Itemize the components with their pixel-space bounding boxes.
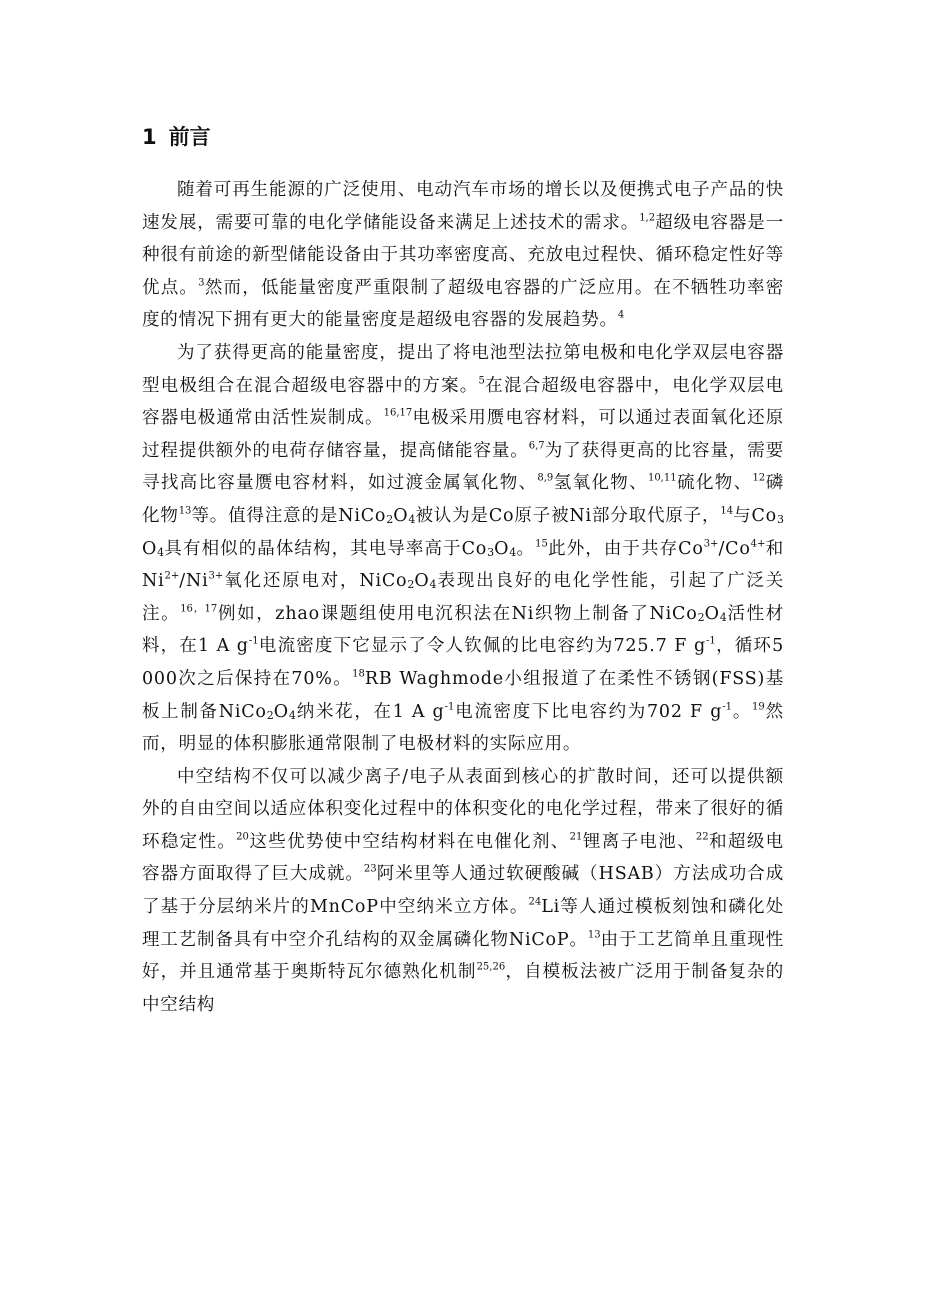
text-run: 锂离子电池、 (582, 831, 696, 852)
citation-superscript: 12 (752, 472, 766, 484)
text-run: O (704, 603, 720, 624)
text-run: Li等人通过模板刻蚀和磷化处理工艺制备具有中空介孔结构的双金属磷化物NiCoP。 (142, 897, 784, 950)
citation-superscript: 4 (617, 309, 625, 321)
citation-superscript: 16,17 (383, 407, 413, 419)
text-run: 表现出良好的电化学性能，引起了广泛关注。 (142, 571, 784, 624)
citation-superscript: 16，17 (180, 603, 218, 615)
citation-superscript: 5 (478, 375, 485, 387)
paragraph (142, 174, 784, 337)
text-run: /Ni (179, 571, 209, 592)
text-run: O (142, 538, 158, 559)
citation-superscript: 25,26 (476, 961, 506, 973)
text-run: 为了获得更高的能量密度，提出了将电池型法拉第电极和电化学双层电容器型电极组合在混合超级电容器中的方案。 (142, 342, 784, 396)
text-run: O (393, 505, 409, 526)
chemical-subscript: 4 (509, 545, 517, 559)
text-run: 和Ni (142, 538, 784, 592)
chemical-subscript: 2 (407, 578, 415, 592)
text-run: 电极采用赝电容材料，可以通过表面氧化还原过程提供额外的电荷存储容量，提高储能容量。 (142, 408, 784, 461)
text-run: 这些优势使中空结构材料在电催化剂、 (248, 831, 570, 852)
chemical-subscript: 2 (386, 513, 394, 527)
text-run: 电流密度下比电容约为702 F g (454, 701, 723, 722)
text-run: 氢氧化物、 (553, 473, 648, 494)
text-run: 阿米里等人通过软硬酸碱（HSAB）方法成功合成了基于分层纳米片的MnCoP中空纳米立方体。 (142, 864, 784, 918)
chemical-subscript: 2 (266, 708, 274, 722)
text-run: 等。值得注意的是NiCo (191, 505, 387, 526)
text-run: 由于工艺简单且重现性好，并且通常基于奥斯特瓦尔德熟化机制 (142, 929, 784, 983)
citation-superscript: 13 (587, 929, 601, 941)
text-run: 此外，由于共存Co (547, 538, 704, 559)
citation-superscript: 15 (535, 538, 548, 550)
text-run: 纳米花，在1 A g (295, 701, 445, 722)
citation-superscript: -1 (444, 701, 455, 712)
chemical-subscript: 3 (487, 545, 495, 559)
text-run: 超级电容器是一种很有前途的新型储能设备由于其功率密度高、充放电过程快、循环稳定性好等优点。 (142, 212, 784, 298)
citation-superscript: 14 (720, 505, 734, 517)
section-title: 前言 (168, 125, 211, 149)
citation-superscript: 3+ (703, 538, 719, 550)
text-run: ，循环5000次之后保持在70%。 (142, 636, 785, 689)
text-run: O (494, 538, 510, 559)
chemical-subscript: 4 (288, 708, 296, 722)
chemical-subscript: 4 (719, 610, 727, 624)
text-run: 氧化还原电对，NiCo (223, 571, 408, 592)
citation-superscript: 19 (752, 701, 765, 712)
text-run: 中空结构不仅可以减少离子/电子从表面到核心的扩散时间，还可以提供额外的自由空间以适应体积变化过程中的体积变化的电化学过程，带来了很好的循环稳定性。 (142, 766, 784, 852)
citation-superscript: 8,9 (537, 472, 554, 484)
citation-superscript: 4+ (750, 538, 766, 550)
text-run: O (273, 701, 289, 722)
text-run: 电流密度下它显示了令人钦佩的比电容约为725.7 F g (258, 636, 706, 657)
citation-superscript: 3 (198, 277, 205, 289)
citation-superscript: -1 (722, 701, 732, 712)
citation-superscript: 3+ (208, 570, 224, 582)
text-run: 磷化物 (142, 473, 784, 526)
text-run: /Co (718, 538, 751, 559)
chemical-subscript: 2 (697, 610, 705, 624)
citation-superscript: 21 (569, 831, 583, 843)
citation-superscript: 10,11 (647, 472, 677, 484)
text-run: 然而，明显的体积膨胀通常限制了电极材料的实际应用。 (142, 701, 784, 755)
citation-superscript: 18 (352, 668, 365, 680)
citation-superscript: -1 (705, 635, 716, 647)
citation-superscript: 22 (695, 831, 709, 843)
text-run: 然而，低能量密度严重限制了超级电容器的广泛应用。在不牺牲功率密度的情况下拥有更大的能量密度是超级电容器的发展趋势。 (142, 277, 784, 331)
text-run: RB Waghmode小组报道了在柔性不锈钢(FSS)基板上制备NiCo (142, 668, 784, 722)
text-run: 硫化物、 (676, 473, 753, 494)
text-run: 与Co (733, 505, 778, 526)
citation-superscript: -1 (248, 635, 259, 647)
text-run: 和超级电容器方面取得了巨大成就。 (142, 831, 784, 885)
text-run: O (414, 571, 430, 592)
body-text (142, 174, 784, 1021)
citation-superscript: 6,7 (528, 440, 545, 452)
text-run: 具有相似的晶体结构，其电导率高于Co (164, 538, 488, 559)
text-run: 随着可再生能源的广泛使用、电动汽车市场的增长以及便携式电子产品的快速发展，需要可靠的电化学储能设备来满足上述技术的需求。 (142, 180, 784, 233)
citation-superscript: 13 (178, 505, 192, 517)
citation-superscript: 1,2 (639, 212, 656, 224)
text-run: 为了获得更高的比容量，需要寻找高比容量赝电容材料，如过渡金属氧化物、 (142, 440, 784, 494)
text-run: 例如，zhao课题组使用电沉积法在Ni织物上制备了NiCo (217, 603, 698, 624)
chemical-subscript: 4 (408, 513, 416, 527)
section-heading (142, 121, 211, 153)
chemical-subscript: 4 (429, 578, 437, 592)
citation-superscript: 24 (528, 896, 542, 908)
citation-superscript: 23 (363, 863, 377, 875)
text-run: 被认为是Co原子被Ni部分取代原子， (415, 505, 721, 526)
citation-superscript: 2+ (164, 570, 180, 582)
text-run: ，自模板法被广泛用于制备复杂的中空结构 (142, 962, 784, 1015)
chemical-subscript: 3 (777, 513, 785, 527)
text-run: 活性材料，在1 A g (142, 603, 784, 657)
chemical-subscript: 4 (157, 545, 165, 559)
text-run: 。 (731, 701, 753, 722)
paragraph (142, 337, 784, 761)
text-run: 在混合超级电容器中，电化学双层电容器电极通常由活性炭制成。 (142, 375, 784, 429)
text-run: 。 (516, 538, 536, 559)
paragraph (142, 761, 784, 1022)
citation-superscript: 20 (236, 831, 249, 843)
section-number: 1 (142, 125, 157, 149)
